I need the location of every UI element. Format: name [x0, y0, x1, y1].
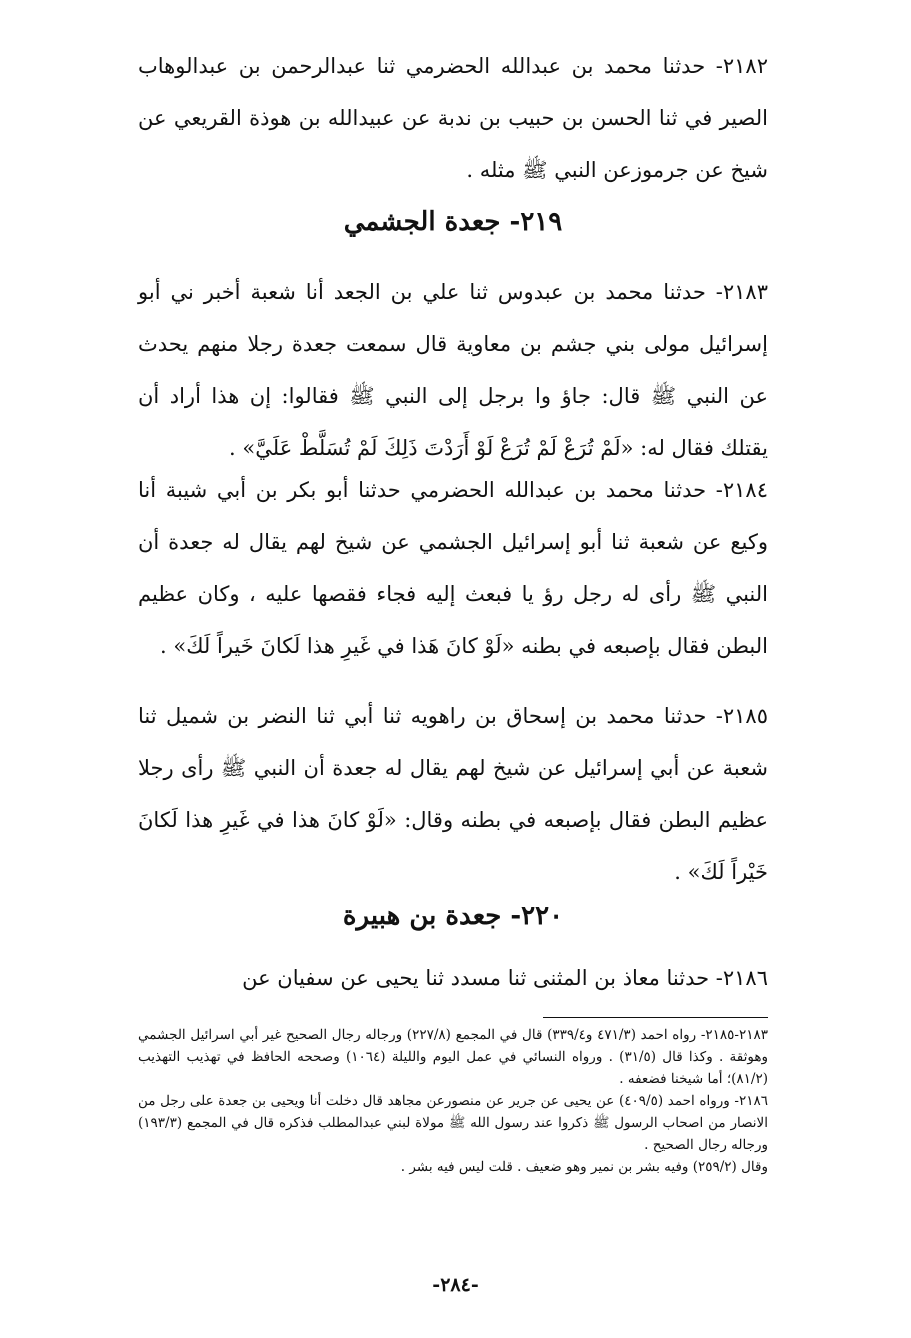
footnote-item: ٢١٨٣-٢١٨٥- رواه احمد (٤٧١/٣ و٣٣٩/٤) قال في المجمع (٢٢٧/٨) ورجاله رجال الصحيح غير أبي اسرائيل الجشمي وهوثقة . وكذا قال (٣١/٥) . ورواه النسائي في عمل اليوم والليلة (١٠٦٤) وصححه الحافظ في تهذيب التهذيب (٨١/٢)؛ أما شيخنا فضعفه .	[138, 1027, 768, 1087]
hadith-2185-text: ٢١٨٥- حدثنا محمد بن إسحاق بن راهويه ثنا أبي ثنا النضر بن شميل ثنا شعبة عن أبي إسرائيل عن شيخ لهم يقال له جعدة أن النبي ﷺ رأى رجلا عظيم البطن فقال بإصبعه في بطنه وقال: «لَوْ كانَ هذا في غَيرِ هذا لَكانَ خَيْراً لَكَ» .	[138, 704, 768, 884]
hadith-2183-text: ٢١٨٣- حدثنا محمد بن عبدوس ثنا علي بن الجعد أنا شعبة أخبر ني أبو إسرائيل مولى بني جشم بن معاوية قال سمعت جعدة رجلا منهم يحدث عن النبي ﷺ قال: جاؤ وا برجل إلى النبي ﷺ فقالوا: إن هذا أراد أن يقتلك فقال له: «لَمْ تُرَعْ لَمْ تُرَعْ لَوْ أَرَدْتَ ذَلِكَ لَمْ تُسَلَّطْ عَلَيَّ» .	[138, 280, 768, 460]
section-heading-220: ٢٢٠- جعدة بن هبيرة	[342, 901, 564, 931]
hadith-2186-text: ٢١٨٦- حدثنا معاذ بن المثنى ثنا مسدد ثنا يحيى عن سفيان عن	[242, 966, 768, 990]
hadith-2184-text: ٢١٨٤- حدثنا محمد بن عبدالله الحضرمي حدثنا أبو بكر بن أبي شيبة أنا وكيع عن شعبة ثنا أبو إسرائيل الجشمي عن شيخ لهم يقال له جعدة أن النبي ﷺ رأى له رجل رؤ يا فبعث إليه فجاء فقصها عليه ، وكان عظيم البطن فقال بإصبعه في بطنه «لَوْ كانَ هَذا في غَيرِ هذا لَكانَ خَيراً لَكَ» .	[138, 478, 768, 658]
hadith-2185	[138, 690, 768, 898]
section-heading-219: ٢١٩- جعدة الجشمي	[343, 207, 563, 237]
footnote-item: ٢١٨٦- ورواه احمد (٤٠٩/٥) عن يحيى عن جرير عن منصورعن مجاهد قال دخلت أنا ويحيى بن جعدة على رجل من الانصار من اصحاب الرسول ﷺ ذكروا عند رسول الله ﷺ مولاة لبني عبدالمطلب فذكره قال في المجمع (١٩٣/٣) ورجاله رجال الصحيح .	[138, 1093, 768, 1153]
hadith-2184	[138, 464, 768, 672]
hadith-2182-text: ٢١٨٢- حدثنا محمد بن عبدالله الحضرمي ثنا عبدالرحمن بن عبدالوهاب الصير في ثنا الحسن بن حبيب بن ندبة عن عبيدالله بن هوذة القريعي عن شيخ عن جرموزعن النبي ﷺ مثله .	[138, 54, 768, 182]
footnotes	[138, 1024, 768, 1178]
page-number: -٢٨٤-	[432, 1274, 479, 1296]
hadith-2182	[138, 40, 768, 196]
footnote-item: وقال (٢٥٩/٢) وفيه بشر بن نمير وهو ضعيف . قلت ليس فيه بشر .	[400, 1159, 768, 1175]
hadith-2183	[138, 266, 768, 474]
hadith-2186	[138, 952, 768, 1004]
footnote-separator	[543, 1017, 768, 1018]
